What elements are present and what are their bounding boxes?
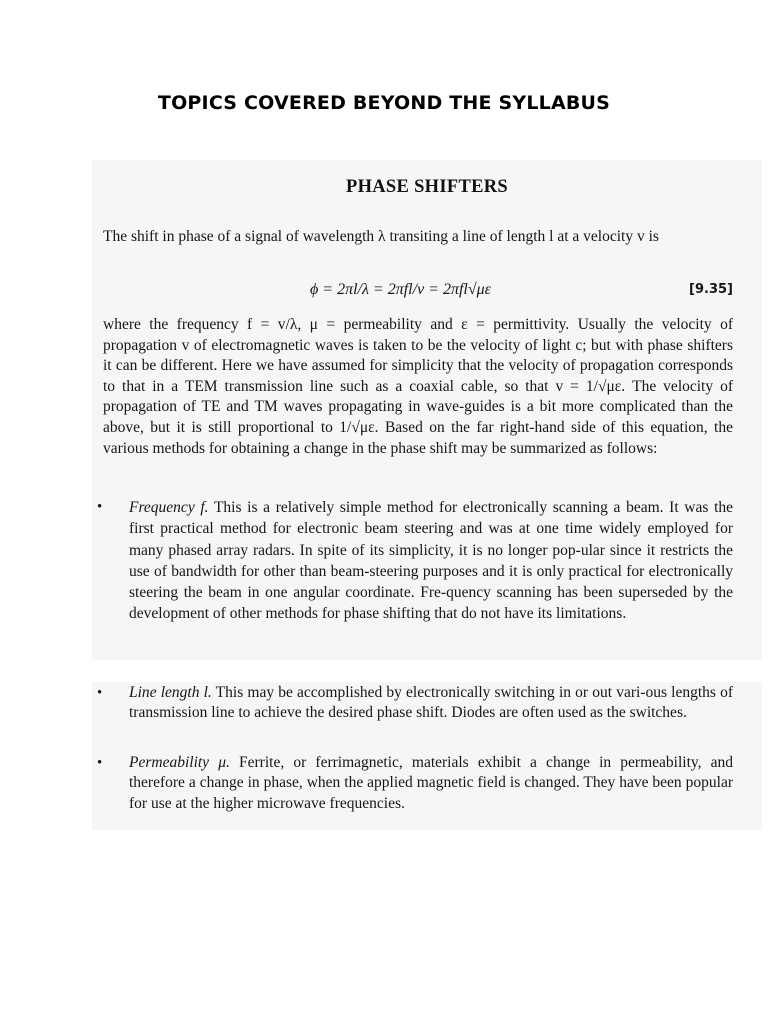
bullet-permeability bbox=[97, 753, 733, 814]
bullet-term: Line length l. bbox=[129, 684, 212, 701]
phase-equation: ϕ = 2πl/λ = 2πfl/v = 2πfl√με bbox=[310, 281, 491, 298]
bullet-text bbox=[129, 753, 733, 814]
bullet-term: Frequency f. bbox=[129, 499, 209, 516]
bullet-term: Permeability μ. bbox=[129, 754, 230, 771]
equation-number: [9.35] bbox=[689, 282, 733, 297]
bullet-description: This may be accomplished by electronically switching in or out vari-ous lengths of transmission line to achieve the desired phase shift. Diodes are often used as the switches. bbox=[129, 684, 733, 722]
bullet-marker: • bbox=[97, 685, 103, 701]
bullet-text bbox=[129, 683, 733, 724]
equation-row bbox=[92, 281, 733, 305]
bullet-line-length bbox=[97, 683, 733, 724]
page-heading: TOPICS COVERED BEYOND THE SYLLABUS bbox=[157, 92, 611, 114]
bullet-frequency bbox=[97, 497, 733, 625]
bullet-description: Ferrite, or ferrimagnetic, materials exhibit a change in permeability, and therefore a change in phase, when the applied magnetic field is changed. They have been popular for use at the higher microwave frequencies. bbox=[129, 754, 734, 812]
section-title: PHASE SHIFTERS bbox=[345, 177, 508, 197]
bullet-marker: • bbox=[97, 755, 103, 771]
scan-gap bbox=[92, 660, 762, 682]
body-paragraph: where the frequency f = v/λ, μ = permeability and ε = permittivity. Usually the velocity of propagation v of electromagnetic waves is taken to be the velocity of light c; but with phase shifters it can be different. Here we have assumed for simplicity that the velocity of propagation corresponds to that in a TEM transmission line such as a coaxial cable, so that v = 1/√με. The velocity of propagation of TE and TM waves propagating in wave-guides is a bit more complicated than the above, but it is still proportional to 1/√με. Based on the far right-hand side of this equation, the various methods for obtaining a change in the phase shift may be summarized as follows: bbox=[103, 316, 733, 457]
bullet-marker: • bbox=[97, 499, 103, 515]
bullet-text bbox=[129, 497, 733, 625]
scanned-textbook-excerpt bbox=[92, 160, 762, 830]
bullet-description: This is a relatively simple method for electronically scanning a beam. It was the first practical method for electronic beam steering and was at one time widely employed for many phased array radars. In spite of its simplicity, it is no longer pop-ular since it restricts the use of bandwidth for other than beam-steering purposes and it is only practical for electronically steering the beam in one angular coordinate. Fre-quency scanning has been superseded by the development of other methods for phase shifting that do not have its limitations. bbox=[129, 499, 734, 623]
intro-paragraph: The shift in phase of a signal of wavelength λ transiting a line of length l at a velocity v is bbox=[103, 228, 659, 245]
